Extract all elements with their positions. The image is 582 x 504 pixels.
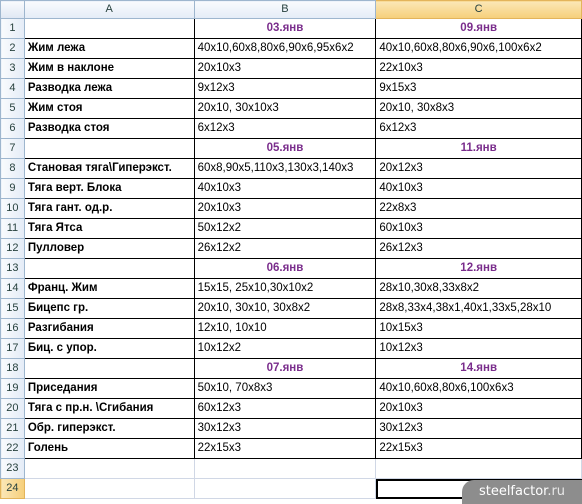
- row-header[interactable]: 2: [1, 39, 25, 59]
- exercise-cell[interactable]: Становая тяга\Гиперэкст.: [24, 159, 194, 179]
- exercise-cell[interactable]: [24, 479, 194, 499]
- exercise-row: [1, 179, 582, 199]
- row-header[interactable]: 22: [1, 439, 25, 459]
- exercise-row: [1, 199, 582, 219]
- result-cell-c[interactable]: 60x10x3: [376, 219, 582, 239]
- exercise-cell[interactable]: Разводка лежа: [24, 79, 194, 99]
- result-cell-c[interactable]: 30x12x3: [376, 419, 582, 439]
- exercise-row: [1, 339, 582, 359]
- row-header[interactable]: 5: [1, 99, 25, 119]
- exercise-cell[interactable]: Разводка стоя: [24, 119, 194, 139]
- result-cell-c[interactable]: 20x10x3: [376, 399, 582, 419]
- site-watermark: [462, 480, 582, 504]
- result-cell-b[interactable]: 40x10,60x8,80x6,90x6,95x6x2: [194, 39, 376, 59]
- exercise-cell[interactable]: Биц. с упор.: [24, 339, 194, 359]
- exercise-row: [1, 39, 582, 59]
- result-cell-b[interactable]: 60x8,90x5,110x3,130x3,140x3: [194, 159, 376, 179]
- result-cell-b[interactable]: 6x12x3: [194, 119, 376, 139]
- result-cell-b[interactable]: 22x15x3: [194, 439, 376, 459]
- result-cell-b[interactable]: 9x12x3: [194, 79, 376, 99]
- result-cell-b[interactable]: 15x15, 25x10,30x10x2: [194, 279, 376, 299]
- row-header[interactable]: 11: [1, 219, 25, 239]
- exercise-cell[interactable]: [24, 359, 194, 379]
- result-cell-b[interactable]: 20x10, 30x10x3: [194, 99, 376, 119]
- result-cell-c[interactable]: 22x10x3: [376, 59, 582, 79]
- exercise-cell[interactable]: Тяга Ятса: [24, 219, 194, 239]
- row-header[interactable]: 20: [1, 399, 25, 419]
- row-header[interactable]: 13: [1, 259, 25, 279]
- row-header[interactable]: 17: [1, 339, 25, 359]
- exercise-cell[interactable]: Жим лежа: [24, 39, 194, 59]
- exercise-cell[interactable]: Приседания: [24, 379, 194, 399]
- exercise-cell[interactable]: Тяга гант. од.р.: [24, 199, 194, 219]
- row-header[interactable]: 19: [1, 379, 25, 399]
- row-header[interactable]: 12: [1, 239, 25, 259]
- exercise-row: [1, 59, 582, 79]
- exercise-row: [1, 99, 582, 119]
- exercise-row: [1, 219, 582, 239]
- result-cell-b[interactable]: 12x10, 10x10: [194, 319, 376, 339]
- date-header-row: [1, 19, 582, 39]
- date-cell[interactable]: 05.янв: [194, 139, 376, 159]
- result-cell-b[interactable]: 20x10, 30x10, 30x8x2: [194, 299, 376, 319]
- exercise-row: [1, 319, 582, 339]
- date-header-row: [1, 359, 582, 379]
- date-cell[interactable]: 03.янв: [194, 19, 376, 39]
- row-header[interactable]: 3: [1, 59, 25, 79]
- watermark-name: steelfactor: [478, 484, 548, 499]
- result-cell-c[interactable]: 9x15x3: [376, 79, 582, 99]
- date-cell[interactable]: 11.янв: [376, 139, 582, 159]
- result-cell-c[interactable]: 28x10,30x8,33x8x2: [376, 279, 582, 299]
- result-cell-c[interactable]: 10x15x3: [376, 319, 582, 339]
- result-cell-c[interactable]: [376, 459, 582, 479]
- result-cell-c[interactable]: 22x8x3: [376, 199, 582, 219]
- exercise-row: [1, 279, 582, 299]
- result-cell-b[interactable]: 20x10x3: [194, 59, 376, 79]
- row-header[interactable]: 16: [1, 319, 25, 339]
- row-header[interactable]: 23: [1, 459, 25, 479]
- exercise-row: [1, 119, 582, 139]
- row-header[interactable]: 4: [1, 79, 25, 99]
- exercise-cell[interactable]: Жим в наклоне: [24, 59, 194, 79]
- exercise-row: [1, 79, 582, 99]
- result-cell-c[interactable]: 26x12x3: [376, 239, 582, 259]
- result-cell-b[interactable]: 20x10x3: [194, 199, 376, 219]
- result-cell-c[interactable]: 40x10,60x8,80x6,90x6,100x6x2: [376, 39, 582, 59]
- exercise-cell[interactable]: Голень: [24, 439, 194, 459]
- empty-row: [1, 459, 582, 479]
- result-cell-c[interactable]: 6x12x3: [376, 119, 582, 139]
- result-cell-b[interactable]: 40x10x3: [194, 179, 376, 199]
- exercise-row: [1, 439, 582, 459]
- result-cell-b[interactable]: 10x12x2: [194, 339, 376, 359]
- result-cell-b[interactable]: 30x12x3: [194, 419, 376, 439]
- row-header[interactable]: 18: [1, 359, 25, 379]
- exercise-row: [1, 239, 582, 259]
- date-header-row: [1, 139, 582, 159]
- row-header[interactable]: 21: [1, 419, 25, 439]
- row-header[interactable]: 8: [1, 159, 25, 179]
- exercise-row: [1, 419, 582, 439]
- date-cell[interactable]: 06.янв: [194, 259, 376, 279]
- exercise-cell[interactable]: [24, 19, 194, 39]
- exercise-cell[interactable]: Франц. Жим: [24, 279, 194, 299]
- exercise-cell[interactable]: Тяга верт. Блока: [24, 179, 194, 199]
- row-header[interactable]: 9: [1, 179, 25, 199]
- exercise-cell[interactable]: Разгибания: [24, 319, 194, 339]
- exercise-cell[interactable]: Пулловер: [24, 239, 194, 259]
- exercise-cell[interactable]: [24, 259, 194, 279]
- exercise-cell[interactable]: [24, 139, 194, 159]
- row-header[interactable]: 15: [1, 299, 25, 319]
- column-header-c[interactable]: C: [376, 1, 582, 19]
- exercise-cell[interactable]: Бицепс гр.: [24, 299, 194, 319]
- column-header-a[interactable]: A: [24, 1, 194, 19]
- date-cell[interactable]: 14.янв: [376, 359, 582, 379]
- select-all-corner[interactable]: [1, 1, 25, 19]
- date-header-row: [1, 259, 582, 279]
- result-cell-c[interactable]: 20x12x3: [376, 159, 582, 179]
- row-header[interactable]: 14: [1, 279, 25, 299]
- result-cell-c[interactable]: 20x10, 30x8x3: [376, 99, 582, 119]
- row-header[interactable]: 6: [1, 119, 25, 139]
- exercise-cell[interactable]: Обр. гиперэкст.: [24, 419, 194, 439]
- result-cell-c[interactable]: 10x12x3: [376, 339, 582, 359]
- result-cell-b[interactable]: 50x12x2: [194, 219, 376, 239]
- exercise-cell[interactable]: Тяга с пр.н. \Сгибания: [24, 399, 194, 419]
- result-cell-b[interactable]: [194, 459, 376, 479]
- result-cell-b[interactable]: 26x12x2: [194, 239, 376, 259]
- result-cell-b[interactable]: [194, 479, 376, 499]
- exercise-row: [1, 159, 582, 179]
- date-cell[interactable]: 12.янв: [376, 259, 582, 279]
- watermark-suffix: .ru: [547, 484, 566, 499]
- exercise-cell[interactable]: [24, 459, 194, 479]
- column-header-row: [1, 1, 582, 19]
- row-header[interactable]: 1: [1, 19, 25, 39]
- exercise-row: [1, 379, 582, 399]
- exercise-row: [1, 299, 582, 319]
- result-cell-c[interactable]: 28x8,33x4,38x1,40x1,33x5,28x10: [376, 299, 582, 319]
- row-header[interactable]: 24: [1, 479, 25, 499]
- row-header[interactable]: 7: [1, 139, 25, 159]
- result-cell-b[interactable]: 60x12x3: [194, 399, 376, 419]
- column-header-b[interactable]: B: [194, 1, 376, 19]
- result-cell-c[interactable]: 22x15x3: [376, 439, 582, 459]
- row-header[interactable]: 10: [1, 199, 25, 219]
- exercise-row: [1, 399, 582, 419]
- date-cell[interactable]: 09.янв: [376, 19, 582, 39]
- result-cell-c[interactable]: 40x10,60x8,80x6,100x6x3: [376, 379, 582, 399]
- date-cell[interactable]: 07.янв: [194, 359, 376, 379]
- result-cell-b[interactable]: 50x10, 70x8x3: [194, 379, 376, 399]
- result-cell-c[interactable]: 40x10x3: [376, 179, 582, 199]
- exercise-cell[interactable]: Жим стоя: [24, 99, 194, 119]
